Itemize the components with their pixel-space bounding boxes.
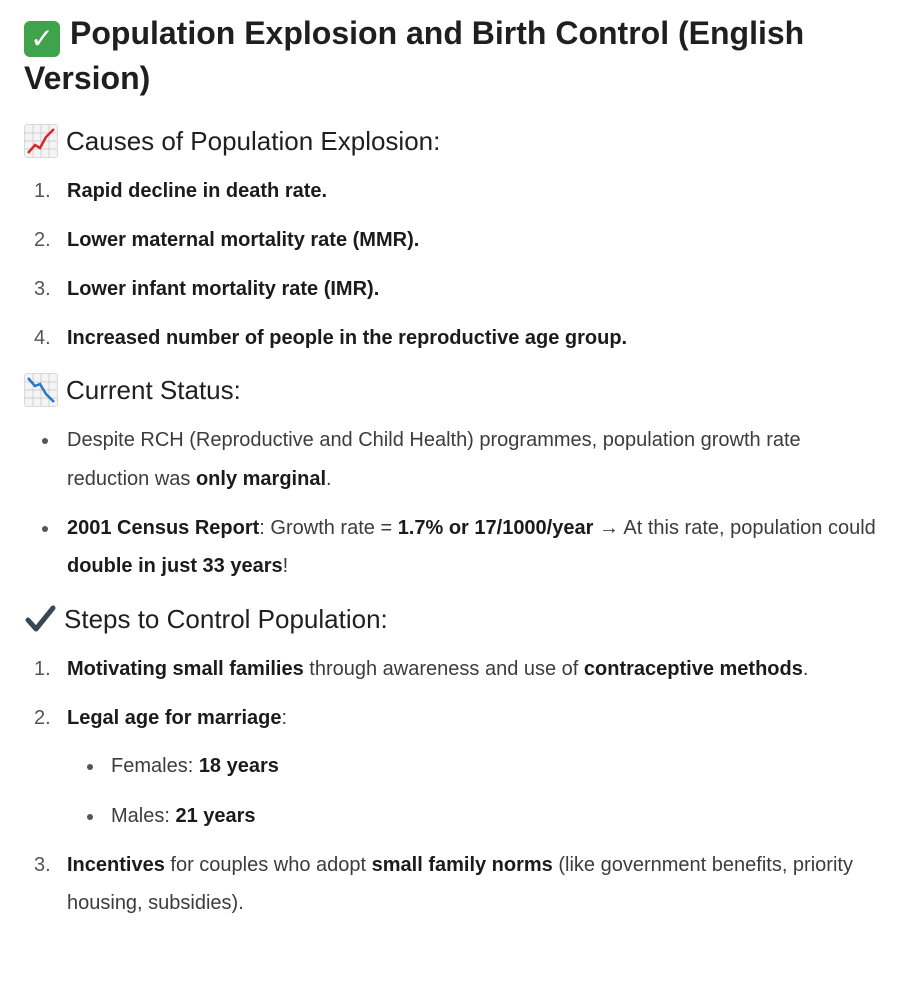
text-run-bold: 18 years	[198, 755, 279, 778]
text-run: !	[282, 555, 289, 578]
steps-section	[24, 602, 876, 923]
page-title-text: Population Explosion and Birth Control (English Version)	[24, 15, 805, 96]
status-section	[24, 373, 876, 586]
chart-increasing-icon	[24, 124, 58, 158]
text-run: .	[802, 657, 809, 680]
bullet-dot	[87, 814, 93, 820]
list-item	[24, 699, 876, 835]
text-run: :	[281, 706, 288, 729]
list-number: 4.	[34, 326, 51, 349]
text-run-bold: 1.7% or 17/1000/year	[397, 516, 594, 539]
text-run: (like government benefits, priority housing, subsidies).	[67, 853, 853, 915]
text-run: through awareness and use of	[303, 657, 584, 680]
text-run-bold: 21 years	[175, 804, 256, 827]
list-item	[24, 270, 876, 309]
list-item	[24, 650, 876, 689]
list-number: 2.	[34, 228, 51, 251]
sub-list-item	[67, 797, 876, 836]
list-number: 3.	[34, 277, 51, 300]
list-number: 2.	[34, 706, 51, 729]
status-heading-text: Current Status:	[66, 375, 241, 406]
list-item	[24, 319, 876, 358]
marriage-age-sublist	[67, 747, 876, 835]
causes-section	[24, 124, 876, 358]
text-run-bold: 2001 Census Report	[67, 516, 260, 539]
list-item	[24, 221, 876, 260]
check-mark-icon	[24, 603, 56, 635]
list-item-text: Lower infant mortality rate (IMR).	[67, 277, 380, 300]
list-item-text: Rapid decline in death rate.	[67, 179, 328, 202]
text-run: for couples who adopt	[164, 853, 372, 876]
text-run: Despite RCH (Reproductive and Child Health) programmes, population growth rate reduction was	[67, 429, 801, 490]
steps-heading	[24, 602, 876, 636]
list-item	[24, 421, 876, 498]
page-title	[24, 12, 876, 100]
text-run-bold: small family norms	[371, 853, 553, 876]
list-item-text: Increased number of people in the reproductive age group.	[67, 326, 628, 349]
text-run: .	[326, 467, 332, 490]
list-item	[24, 846, 876, 923]
steps-heading-text: Steps to Control Population:	[64, 603, 388, 634]
text-run: Females:	[111, 755, 199, 778]
text-run: : Growth rate =	[259, 516, 398, 539]
list-number: 1.	[34, 657, 51, 680]
chart-decreasing-icon	[24, 373, 58, 407]
text-run: → At this rate, population could	[593, 516, 876, 539]
list-number: 1.	[34, 179, 51, 202]
status-heading	[24, 373, 876, 407]
sub-list-item	[67, 747, 876, 786]
text-run-bold: Incentives	[67, 853, 165, 876]
causes-heading	[24, 124, 876, 158]
text-run-bold: only marginal	[195, 467, 326, 490]
causes-heading-text: Causes of Population Explosion:	[66, 125, 441, 156]
list-number: 3.	[34, 853, 51, 876]
text-run-bold: contraceptive methods	[583, 657, 803, 680]
text-run: Males:	[111, 804, 176, 827]
bullet-dot	[42, 438, 48, 444]
steps-list	[24, 650, 876, 923]
bullet-dot	[42, 526, 48, 532]
causes-list	[24, 172, 876, 358]
list-item-text: Lower maternal mortality rate (MMR).	[67, 228, 420, 251]
status-list	[24, 421, 876, 586]
text-run-bold: Motivating small families	[67, 657, 304, 680]
check-mark-button-icon: ✓	[24, 21, 60, 57]
list-item	[24, 509, 876, 586]
list-item	[24, 172, 876, 211]
text-run-bold: double in just 33 years	[67, 555, 283, 578]
text-run-bold: Legal age for marriage	[67, 706, 282, 729]
bullet-dot	[87, 764, 93, 770]
